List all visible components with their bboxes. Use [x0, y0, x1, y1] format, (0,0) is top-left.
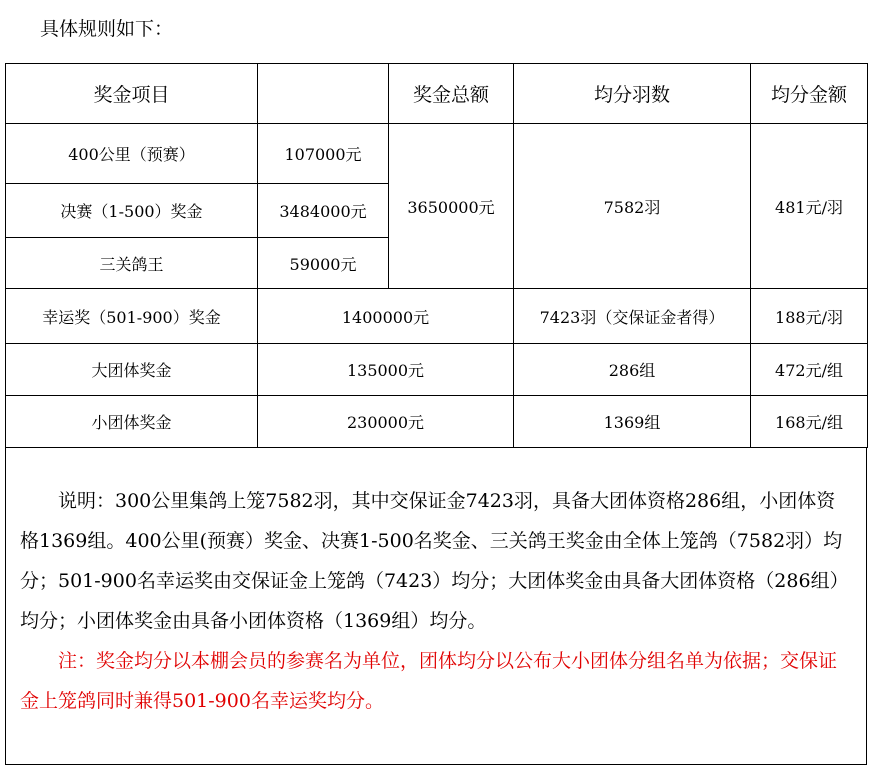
big-team-item: 大团体奖金 — [6, 344, 258, 396]
row-item: 400公里（预赛） — [6, 124, 258, 184]
table-row — [6, 344, 868, 396]
header-amount: 均分金额 — [751, 64, 868, 124]
header-count: 均分羽数 — [514, 64, 751, 124]
header-item: 奖金项目 — [6, 64, 258, 124]
group-amount: 481元/羽 — [751, 124, 868, 289]
big-team-total: 135000元 — [258, 344, 514, 396]
lucky-count: 7423羽（交保证金者得） — [514, 289, 751, 344]
small-team-item: 小团体奖金 — [6, 396, 258, 448]
table-row — [6, 396, 868, 448]
lucky-total: 1400000元 — [258, 289, 514, 344]
group-total: 3650000元 — [389, 124, 514, 289]
row-item: 决赛（1-500）奖金 — [6, 184, 258, 238]
page-heading: 具体规则如下： — [40, 18, 174, 40]
table-row — [6, 289, 868, 344]
row-item: 三关鸽王 — [6, 238, 258, 289]
big-team-count: 286组 — [514, 344, 751, 396]
row-value: 107000元 — [258, 124, 389, 184]
group-count: 7582羽 — [514, 124, 751, 289]
small-team-amount: 168元/组 — [751, 396, 868, 448]
prize-table — [5, 63, 868, 448]
row-value: 59000元 — [258, 238, 389, 289]
header-empty — [258, 64, 389, 124]
table-row — [6, 124, 868, 184]
small-team-total: 230000元 — [258, 396, 514, 448]
row-value: 3484000元 — [258, 184, 389, 238]
header-total: 奖金总额 — [389, 64, 514, 124]
big-team-amount: 472元/组 — [751, 344, 868, 396]
note-text: 注：奖金均分以本棚会员的参赛名为单位，团体均分以公布大小团体分组名单为依据；交保证金上笼鸽同时兼得501-900名幸运奖均分。 — [20, 650, 838, 712]
explanation-text: 说明：300公里集鸽上笼7582羽，其中交保证金7423羽，具备大团体资格286组，小团体资格1369组。400公里(预赛）奖金、决赛1-500名奖金、三关鸽王奖金由全体上笼鸽（7582羽）均分；501-900名幸运奖由交保证金上笼鸽（7423）均分；大团体奖金由具备大团体资格（286组）均分；小团体奖金由具备小团体资格（1369组）均分。 — [20, 490, 843, 632]
notes-box — [5, 447, 867, 765]
lucky-item: 幸运奖（501-900）奖金 — [6, 289, 258, 344]
table-header-row — [6, 64, 868, 124]
lucky-amount: 188元/羽 — [751, 289, 868, 344]
small-team-count: 1369组 — [514, 396, 751, 448]
